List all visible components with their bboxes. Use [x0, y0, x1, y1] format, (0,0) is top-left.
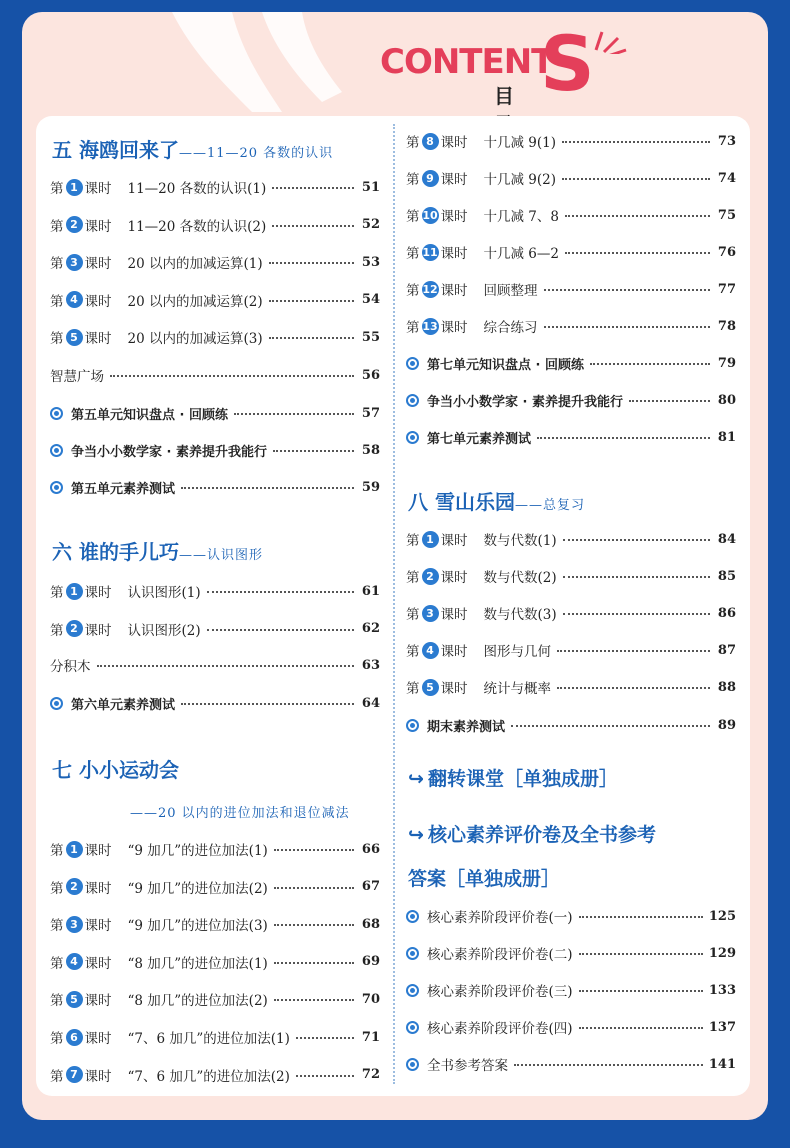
toc-entry-section[interactable] — [406, 979, 736, 1001]
unit-5-title: 五 海鸥回来了 — [52, 138, 179, 162]
entry-title: 争当小小数学家 · 素养提升我能行 — [71, 444, 267, 460]
di-label: 第 — [50, 880, 64, 897]
entry-page: 79 — [717, 355, 736, 371]
column-divider — [393, 124, 395, 1084]
toc-entry-lesson[interactable] — [50, 326, 380, 348]
lesson-number-badge: 1 — [66, 583, 83, 600]
unit-7-subtitle: ——20 以内的进位加法和退位减法 — [130, 806, 350, 821]
dot-leader — [629, 400, 710, 402]
di-label: 第 — [50, 293, 64, 310]
toc-entry-section[interactable] — [406, 1016, 736, 1038]
unit-7-title: 七 小小运动会 — [52, 758, 179, 782]
dot-leader — [296, 1075, 354, 1077]
keshi-label: 课时 — [84, 293, 112, 310]
dot-leader — [579, 953, 703, 955]
di-label: 第 — [50, 622, 64, 639]
entry-page: 71 — [361, 1029, 380, 1045]
toc-entry-section[interactable] — [406, 905, 736, 927]
dot-leader — [274, 999, 354, 1001]
entry-page: 63 — [361, 657, 380, 673]
dot-leader — [274, 849, 354, 851]
entry-page: 58 — [361, 442, 380, 458]
toc-entry-section[interactable] — [406, 1053, 736, 1075]
dot-leader — [514, 1064, 703, 1066]
entry-page: 53 — [361, 254, 380, 270]
lesson-number-badge: 7 — [66, 1066, 83, 1083]
di-label: 第 — [406, 246, 420, 262]
entry-title: 核心素养阶段评价卷(一) — [427, 910, 573, 926]
lesson-number-badge: 3 — [66, 916, 83, 933]
entry-title: 核心素养阶段评价卷(三) — [427, 984, 573, 1000]
entry-title: 十几减 7、8 — [483, 209, 559, 225]
dot-leader — [557, 650, 710, 652]
entry-title: 十几减 9(1) — [483, 135, 557, 151]
entry-page: 52 — [361, 217, 380, 232]
lesson-number-badge: 9 — [422, 170, 439, 187]
toc-entry-lesson[interactable] — [50, 838, 380, 860]
keshi-label: 课时 — [440, 246, 468, 262]
keshi-label: 课时 — [84, 585, 112, 601]
keshi-label: 课时 — [440, 570, 468, 586]
di-label: 第 — [406, 135, 420, 151]
toc-entry-lesson[interactable] — [406, 167, 736, 189]
hexin-heading-line2 — [408, 864, 560, 891]
entry-title: 数与代数(1) — [483, 533, 557, 549]
entry-title: “9 加几”的进位加法(1) — [127, 843, 268, 859]
dot-leader — [590, 363, 710, 365]
entry-title: 图形与几何 — [483, 644, 551, 660]
entry-title: 分积木 — [50, 659, 91, 675]
entry-page: 85 — [717, 568, 736, 584]
fanzhuan-title: 翻转课堂［单独成册］ — [428, 768, 619, 790]
toc-entry-lesson[interactable] — [406, 130, 736, 152]
lesson-number-badge: 6 — [66, 1029, 83, 1046]
dot-leader — [579, 1027, 703, 1029]
entry-page: 84 — [717, 531, 736, 547]
toc-entry-section[interactable] — [50, 476, 380, 498]
target-icon — [50, 697, 63, 710]
entry-page: 64 — [361, 695, 380, 711]
lesson-number-badge: 1 — [422, 531, 439, 548]
toc-entry-lesson[interactable] — [50, 913, 380, 935]
entry-page: 54 — [361, 292, 380, 307]
dot-leader — [274, 924, 354, 926]
keshi-label: 课时 — [440, 320, 468, 336]
di-label: 第 — [50, 993, 64, 1010]
lesson-number-badge: 2 — [66, 878, 83, 895]
lesson-number-badge: 5 — [422, 679, 439, 696]
hexin-heading[interactable] — [408, 820, 656, 847]
toc-entry-lesson[interactable] — [406, 602, 736, 624]
dot-leader — [269, 337, 354, 339]
di-label: 第 — [50, 955, 64, 972]
toc-entry-lesson[interactable] — [50, 876, 380, 898]
dot-leader — [544, 326, 711, 328]
entry-title: “7、6 加几”的进位加法(2) — [127, 1068, 290, 1085]
lesson-number-badge: 5 — [66, 991, 83, 1008]
entry-title: 十几减 9(2) — [483, 172, 557, 188]
di-label: 第 — [50, 1031, 64, 1047]
toc-entry-lesson[interactable] — [50, 580, 380, 602]
contents-title: CONTENT — [380, 42, 554, 82]
keshi-label: 课时 — [440, 172, 468, 188]
dot-leader — [110, 375, 354, 377]
entry-page: 133 — [708, 982, 736, 998]
dot-leader — [563, 576, 710, 578]
entry-page: 89 — [717, 717, 736, 733]
entry-page: 78 — [717, 318, 736, 334]
di-label: 第 — [50, 1068, 64, 1085]
toc-entry-section[interactable] — [50, 692, 380, 714]
toc-entry-lesson[interactable] — [50, 251, 380, 273]
toc-entry-lesson[interactable] — [50, 1026, 380, 1048]
dot-leader — [181, 703, 354, 705]
entry-page: 88 — [717, 679, 736, 695]
lesson-number-badge: 2 — [422, 568, 439, 585]
entry-title: 核心素养阶段评价卷(二) — [427, 947, 573, 963]
keshi-label: 课时 — [84, 993, 112, 1010]
toc-entry-lesson[interactable] — [50, 289, 380, 311]
toc-entry-lesson[interactable] — [406, 315, 736, 337]
unit-7-heading[interactable] — [52, 754, 179, 783]
di-label: 第 — [406, 570, 420, 586]
unit-8-heading[interactable] — [408, 486, 585, 515]
entry-title: “8 加几”的进位加法(2) — [127, 993, 268, 1010]
entry-page: 80 — [717, 392, 736, 408]
dot-leader — [269, 300, 354, 302]
toc-entry-section[interactable] — [406, 942, 736, 964]
entry-title: 全书参考答案 — [427, 1058, 508, 1074]
target-icon — [406, 984, 419, 997]
keshi-label: 课时 — [440, 681, 468, 697]
toc-entry-section[interactable] — [406, 426, 736, 448]
lesson-number-badge: 8 — [422, 133, 439, 150]
entry-page: 74 — [717, 170, 736, 186]
keshi-label: 课时 — [440, 607, 468, 623]
mulu-label: 目 — [494, 84, 514, 108]
keshi-label: 课时 — [440, 644, 468, 660]
entry-page: 73 — [717, 133, 736, 149]
unit-6-title: 六 谁的手儿巧 — [52, 540, 179, 564]
toc-entry-section[interactable] — [406, 714, 736, 736]
dot-leader — [274, 962, 354, 964]
toc-entry-lesson[interactable] — [406, 565, 736, 587]
dot-leader — [579, 990, 703, 992]
di-label: 第 — [50, 331, 64, 347]
dot-leader — [563, 613, 710, 615]
toc-entry-lesson[interactable] — [50, 951, 380, 973]
di-label: 第 — [50, 256, 64, 272]
unit-8-title: 八 雪山乐园 — [408, 490, 515, 514]
toc-entry-lesson[interactable] — [406, 528, 736, 550]
toc-entry-fenjimu[interactable] — [50, 654, 380, 676]
keshi-label: 课时 — [440, 135, 468, 151]
entry-title: 智慧广场 — [50, 369, 104, 385]
di-label: 第 — [406, 209, 420, 225]
entry-title: 综合练习 — [483, 320, 538, 336]
dot-leader — [207, 629, 354, 631]
unit-5-heading[interactable] — [52, 134, 333, 163]
lesson-number-badge: 2 — [66, 216, 83, 233]
keshi-label: 课时 — [84, 331, 112, 347]
entry-page: 57 — [361, 405, 380, 421]
lesson-number-badge: 4 — [422, 642, 439, 659]
keshi-label: 课时 — [84, 880, 112, 897]
entry-title: 第五单元知识盘点 · 回顾练 — [71, 407, 228, 423]
entry-title: 20 以内的加减运算(2) — [127, 293, 263, 310]
toc-entry-section[interactable] — [50, 439, 380, 461]
dot-leader — [562, 141, 710, 143]
keshi-label: 课时 — [84, 1068, 112, 1085]
entry-title: 第七单元知识盘点 · 回顾练 — [427, 357, 584, 373]
target-icon — [50, 481, 63, 494]
di-label: 第 — [406, 681, 420, 697]
entry-page: 141 — [708, 1056, 736, 1072]
toc-entry-lesson[interactable] — [50, 1064, 380, 1086]
entry-title: 第六单元素养测试 — [71, 697, 176, 713]
entry-title: 争当小小数学家 · 素养提升我能行 — [427, 394, 623, 410]
target-icon — [406, 431, 419, 444]
entry-title: 20 以内的加减运算(1) — [127, 256, 263, 272]
entry-title: 核心素养阶段评价卷(四) — [427, 1021, 573, 1037]
lesson-number-badge: 3 — [66, 254, 83, 271]
dot-leader — [563, 539, 710, 541]
toc-entry-lesson[interactable] — [50, 176, 380, 198]
entry-page: 59 — [361, 479, 380, 495]
target-icon — [406, 1021, 419, 1034]
dot-leader — [565, 252, 710, 254]
entry-title: “9 加几”的进位加法(3) — [127, 918, 268, 935]
contents-s-letter: S — [540, 19, 595, 108]
keshi-label: 课时 — [440, 283, 468, 299]
dot-leader — [207, 591, 354, 593]
entry-title: 认识图形(1) — [127, 585, 201, 601]
toc-entry-lesson[interactable] — [50, 618, 380, 640]
target-icon — [50, 407, 63, 420]
target-icon — [406, 947, 419, 960]
dot-leader — [579, 916, 703, 918]
dot-leader — [272, 225, 354, 227]
lesson-number-badge: 1 — [66, 179, 83, 196]
hexin-title-line2: 答案［单独成册］ — [408, 868, 561, 890]
unit-6-subtitle: ——认识图形 — [178, 548, 263, 563]
di-label: 第 — [406, 172, 420, 188]
entry-page: 69 — [361, 954, 380, 970]
di-label: 第 — [50, 585, 64, 601]
dot-leader — [557, 687, 710, 689]
dot-leader — [272, 187, 354, 189]
lesson-number-badge: 13 — [422, 319, 438, 333]
toc-entry-lesson[interactable] — [406, 639, 736, 661]
lesson-number-badge: 3 — [422, 605, 439, 622]
toc-panel — [36, 116, 750, 1096]
entry-title: 20 以内的加减运算(3) — [127, 331, 263, 347]
di-label: 第 — [406, 533, 420, 549]
target-icon — [406, 910, 419, 923]
dot-leader — [181, 487, 354, 489]
lesson-number-badge: 1 — [66, 841, 83, 858]
entry-page: 67 — [361, 879, 380, 895]
entry-page: 87 — [717, 642, 736, 658]
entry-title: 11—20 各数的认识(2) — [127, 218, 267, 235]
dot-leader — [273, 450, 354, 452]
entry-page: 56 — [361, 367, 380, 383]
entry-title: 第七单元素养测试 — [427, 431, 532, 447]
entry-title: “7、6 加几”的进位加法(1) — [127, 1031, 290, 1047]
toc-entry-zhihui[interactable] — [50, 364, 380, 386]
hexin-title-line1: 核心素养评价卷及全书参考 — [428, 824, 657, 846]
entry-title: 认识图形(2) — [127, 622, 201, 639]
toc-entry-lesson[interactable] — [406, 676, 736, 698]
target-icon — [406, 719, 419, 732]
keshi-label: 课时 — [84, 622, 112, 639]
entry-page: 125 — [708, 908, 736, 924]
entry-page: 86 — [717, 605, 736, 621]
toc-entry-lesson[interactable] — [50, 214, 380, 236]
toc-entry-lesson[interactable] — [406, 241, 736, 263]
entry-title: 数与代数(3) — [483, 607, 557, 623]
dot-leader — [296, 1037, 354, 1039]
toc-entry-section[interactable] — [406, 389, 736, 411]
dot-leader — [274, 887, 354, 889]
entry-title: 数与代数(2) — [483, 570, 557, 586]
keshi-label: 课时 — [84, 218, 112, 235]
entry-page: 55 — [361, 329, 380, 345]
di-label: 第 — [406, 320, 420, 336]
dot-leader — [269, 262, 354, 264]
entry-page: 61 — [361, 583, 380, 599]
unit-5-subtitle: ——11—20 各数的认识 — [178, 146, 334, 161]
di-label: 第 — [406, 644, 420, 660]
lesson-number-badge: 12 — [422, 282, 438, 296]
keshi-label: 课时 — [84, 918, 112, 935]
lesson-number-badge: 11 — [422, 245, 438, 259]
entry-title: 统计与概率 — [483, 681, 551, 697]
dot-leader — [97, 665, 355, 667]
dot-leader — [565, 215, 710, 217]
dot-leader — [511, 725, 710, 727]
toc-entry-lesson[interactable] — [406, 278, 736, 300]
lesson-number-badge: 10 — [422, 208, 438, 222]
lesson-number-badge: 4 — [66, 291, 83, 308]
di-label: 第 — [50, 218, 64, 235]
toc-entry-lesson[interactable] — [406, 204, 736, 226]
dot-leader — [544, 289, 711, 291]
entry-page: 51 — [361, 179, 380, 195]
target-icon — [50, 444, 63, 457]
dot-leader — [562, 178, 710, 180]
keshi-label: 课时 — [84, 1031, 112, 1047]
toc-entry-lesson[interactable] — [50, 988, 380, 1010]
di-label: 第 — [406, 607, 420, 623]
lesson-number-badge: 2 — [66, 620, 83, 637]
entry-page: 81 — [717, 429, 736, 445]
target-icon — [406, 394, 419, 407]
lesson-number-badge: 5 — [66, 329, 83, 346]
entry-title: 回顾整理 — [483, 283, 538, 299]
entry-page: 66 — [361, 841, 380, 857]
entry-page: 62 — [361, 621, 380, 636]
entry-page: 77 — [717, 281, 736, 297]
dot-leader — [234, 413, 354, 415]
dot-leader — [537, 437, 710, 439]
entry-page: 70 — [361, 991, 380, 1007]
hook-arrow-icon: ↪ — [408, 768, 424, 790]
keshi-label: 课时 — [84, 256, 112, 272]
toc-entry-section[interactable] — [50, 402, 380, 424]
keshi-label: 课时 — [84, 955, 112, 972]
lesson-number-badge: 4 — [66, 953, 83, 970]
hook-arrow-icon: ↪ — [408, 824, 424, 846]
unit-6-heading[interactable] — [52, 536, 263, 565]
entry-page: 72 — [361, 1067, 380, 1083]
target-icon — [406, 1058, 419, 1071]
target-icon — [406, 357, 419, 370]
entry-page: 68 — [361, 916, 380, 932]
di-label: 第 — [406, 283, 420, 299]
entry-title: 第五单元素养测试 — [71, 481, 176, 497]
keshi-label: 课时 — [84, 843, 112, 859]
entry-page: 129 — [708, 945, 736, 961]
fanzhuan-heading[interactable] — [408, 764, 618, 791]
entry-title: 期末素养测试 — [427, 719, 506, 735]
keshi-label: 课时 — [84, 181, 112, 197]
entry-title: “9 加几”的进位加法(2) — [127, 880, 268, 897]
unit-8-subtitle: ——总复习 — [514, 498, 585, 513]
entry-page: 137 — [708, 1019, 736, 1035]
di-label: 第 — [50, 918, 64, 935]
toc-entry-section[interactable] — [406, 352, 736, 374]
di-label: 第 — [50, 843, 64, 859]
keshi-label: 课时 — [440, 209, 468, 225]
di-label: 第 — [50, 181, 64, 197]
sparkle-icon — [592, 24, 632, 54]
entry-page: 75 — [717, 207, 736, 223]
keshi-label: 课时 — [440, 533, 468, 549]
entry-title: 11—20 各数的认识(1) — [127, 181, 267, 197]
entry-title: 十几减 6—2 — [483, 246, 559, 262]
entry-page: 76 — [717, 244, 736, 260]
entry-title: “8 加几”的进位加法(1) — [127, 955, 268, 972]
